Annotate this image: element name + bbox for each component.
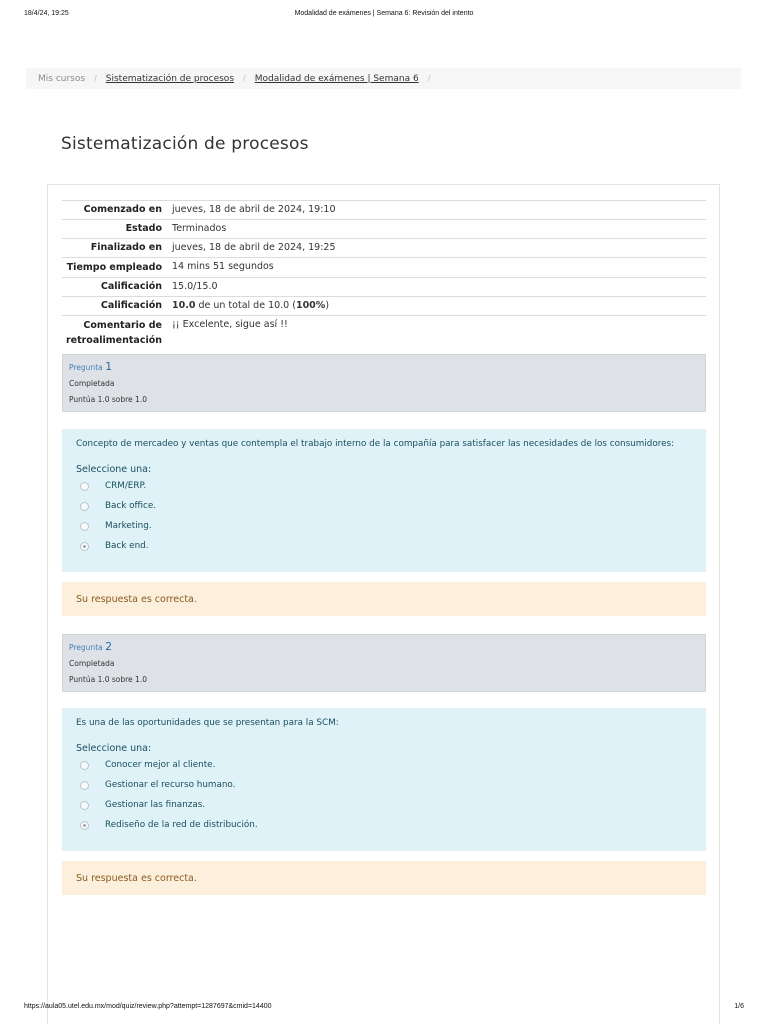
- page-title: Sistematización de procesos: [61, 134, 309, 154]
- question-prompt: Concepto de mercadeo y ventas que contempla el trabajo interno de la compañía para satisfacer las necesidades de los consumidores:: [76, 439, 675, 449]
- print-page-number: 1/6: [734, 1003, 744, 1010]
- question-label: Pregunta: [69, 643, 103, 652]
- print-title: Modalidad de exámenes | Semana 6: Revisión del intento: [294, 10, 474, 17]
- question-state: Completada: [69, 379, 115, 388]
- summary-value: Terminados: [172, 223, 227, 234]
- answer-option[interactable]: [76, 496, 692, 516]
- option-label: Marketing.: [105, 521, 152, 531]
- summary-value: jueves, 18 de abril de 2024, 19:25: [172, 242, 336, 253]
- summary-row: [62, 297, 706, 316]
- radio-unchecked-icon[interactable]: [80, 761, 89, 770]
- breadcrumb-separator: /: [243, 74, 246, 83]
- question-2-feedback: Su respuesta es correcta.: [62, 861, 706, 895]
- summary-label: Finalizado en: [90, 242, 162, 253]
- radio-unchecked-icon[interactable]: [80, 801, 89, 810]
- print-date: 18/4/24, 19:25: [24, 10, 69, 17]
- breadcrumb-course[interactable]: Sistematización de procesos: [105, 73, 235, 84]
- summary-label: Calificación: [100, 281, 162, 292]
- answer-option[interactable]: [76, 795, 692, 815]
- breadcrumb-separator: /: [94, 74, 97, 83]
- grade-end: ): [325, 300, 330, 311]
- summary-value: ¡¡ Excelente, sigue así !!: [172, 319, 288, 330]
- summary-row: [62, 316, 706, 351]
- grade-mid: de un total de 10.0 (: [195, 300, 296, 311]
- summary-row: [62, 201, 706, 220]
- answer-option[interactable]: [76, 516, 692, 536]
- radio-unchecked-icon[interactable]: [80, 522, 89, 531]
- question-2-content: [62, 708, 706, 851]
- summary-row: [62, 278, 706, 297]
- option-label: CRM/ERP.: [105, 481, 147, 491]
- summary-value: 15.0/15.0: [172, 281, 218, 292]
- question-state: Completada: [69, 659, 115, 668]
- question-1-feedback: Su respuesta es correcta.: [62, 582, 706, 616]
- answer-option[interactable]: [76, 815, 692, 835]
- radio-unchecked-icon[interactable]: [80, 781, 89, 790]
- question-2-info: [62, 634, 706, 692]
- question-grade: Puntúa 1.0 sobre 1.0: [69, 395, 147, 404]
- summary-value: [172, 297, 706, 316]
- summary-label: Comenzado en: [83, 204, 162, 215]
- radio-checked-icon[interactable]: [80, 821, 89, 830]
- select-label: Seleccione una:: [76, 743, 152, 754]
- question-number: 1: [105, 360, 113, 373]
- answer-option[interactable]: [76, 476, 692, 496]
- answer-option[interactable]: [76, 755, 692, 775]
- summary-value: jueves, 18 de abril de 2024, 19:10: [172, 204, 336, 215]
- summary-label: Comentario de retroalimentación: [65, 320, 162, 346]
- breadcrumb: [26, 68, 741, 89]
- summary-row: [62, 220, 706, 239]
- select-label: Seleccione una:: [76, 464, 152, 475]
- grade-percent: 100%: [295, 300, 326, 311]
- summary-value: 14 mins 51 segundos: [172, 261, 274, 272]
- answer-option[interactable]: [76, 536, 692, 556]
- question-number: 2: [105, 640, 113, 653]
- breadcrumb-mis-cursos[interactable]: Mis cursos: [38, 73, 86, 84]
- summary-label: Tiempo empleado: [66, 262, 162, 273]
- question-1-info: [62, 354, 706, 412]
- attempt-summary-table: [62, 200, 706, 350]
- grade-bold: 10.0: [172, 300, 196, 311]
- summary-label: Estado: [125, 223, 162, 234]
- radio-checked-icon[interactable]: [80, 542, 89, 551]
- summary-label: Calificación: [100, 300, 162, 311]
- question-prompt: Es una de las oportunidades que se presentan para la SCM:: [76, 718, 339, 728]
- question-label: Pregunta: [69, 363, 103, 372]
- print-url: https://aula05.utel.edu.mx/mod/quiz/review.php?attempt=1287697&cmid=14400: [24, 1003, 272, 1010]
- radio-unchecked-icon[interactable]: [80, 482, 89, 491]
- radio-unchecked-icon[interactable]: [80, 502, 89, 511]
- option-label: Gestionar el recurso humano.: [105, 780, 236, 790]
- option-label: Gestionar las finanzas.: [105, 800, 206, 810]
- summary-row: [62, 239, 706, 258]
- question-grade: Puntúa 1.0 sobre 1.0: [69, 675, 147, 684]
- breadcrumb-quiz[interactable]: Modalidad de exámenes | Semana 6: [254, 73, 419, 84]
- question-1-content: [62, 429, 706, 572]
- option-label: Back office.: [105, 501, 157, 511]
- option-label: Conocer mejor al cliente.: [105, 760, 216, 770]
- answer-option[interactable]: [76, 775, 692, 795]
- breadcrumb-separator: /: [427, 74, 431, 83]
- quiz-review-card: [47, 184, 720, 1024]
- summary-row: [62, 258, 706, 278]
- option-label: Back end.: [105, 541, 149, 551]
- option-label: Rediseño de la red de distribución.: [105, 820, 258, 830]
